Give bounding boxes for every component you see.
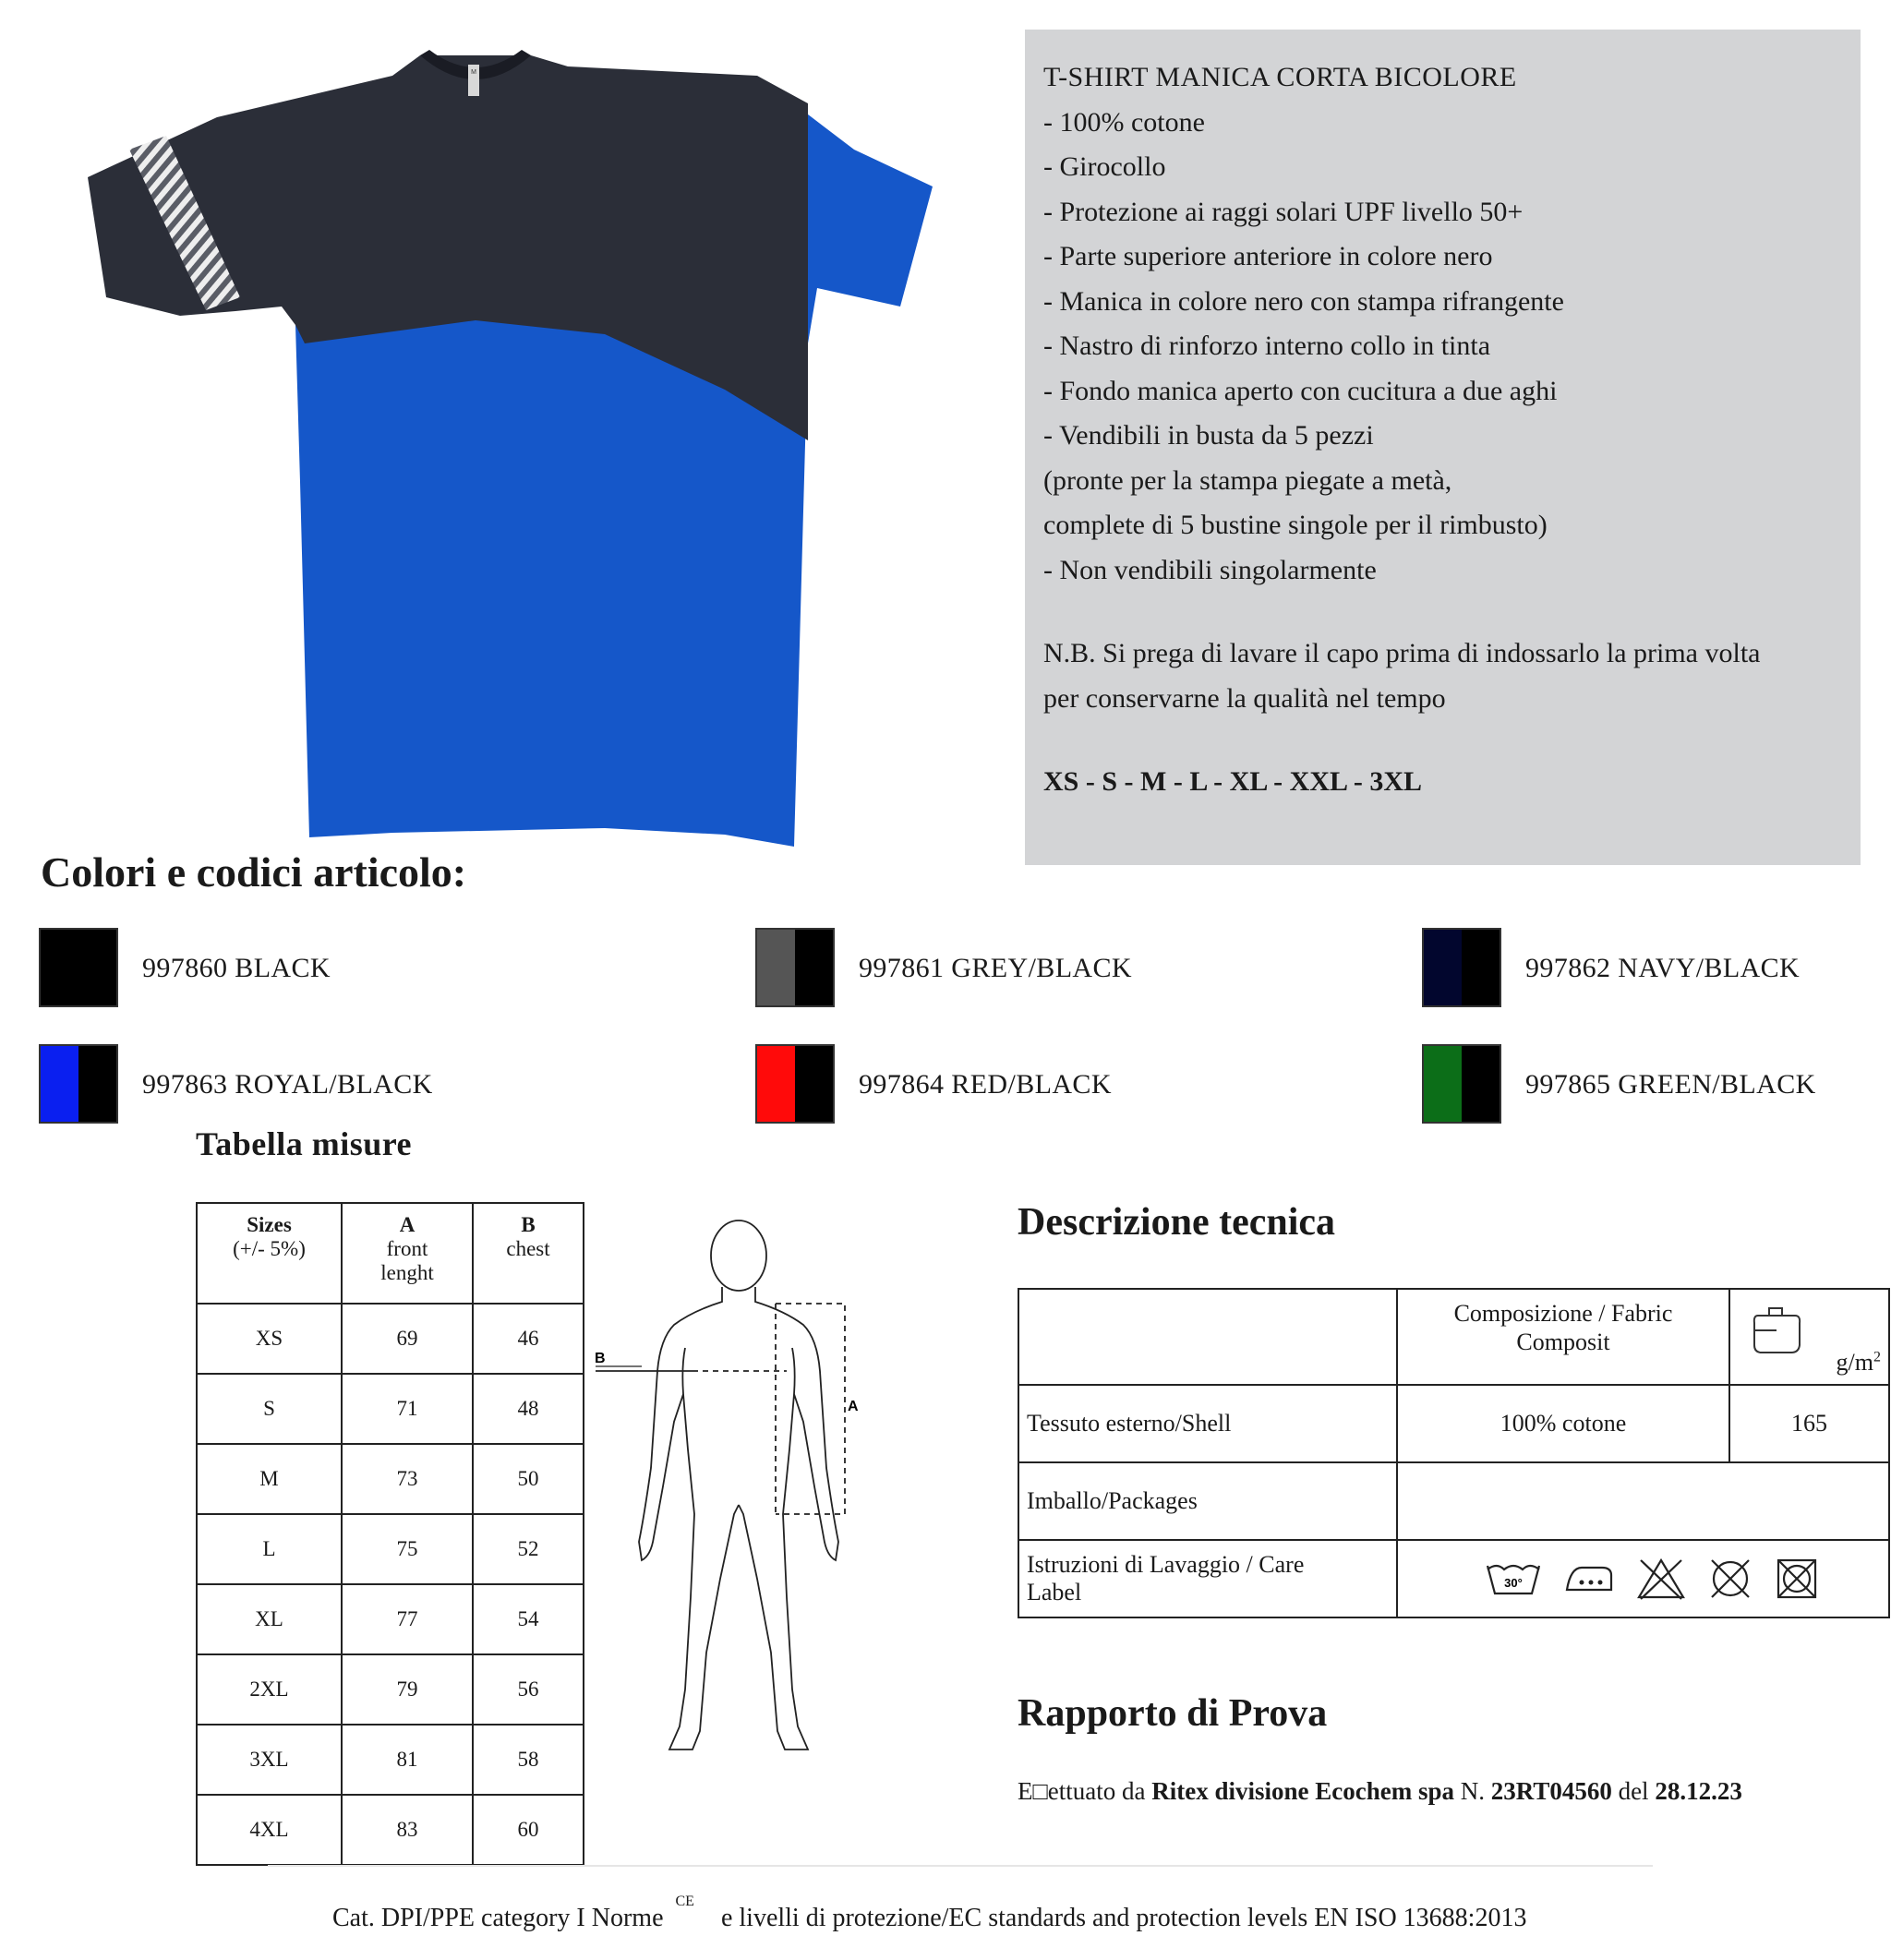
col-header-sizes-tolerance: (+/- 5%) (233, 1237, 306, 1260)
cell-b: 50 (473, 1444, 584, 1514)
washing-note (1043, 631, 1842, 721)
table-row (197, 1654, 584, 1725)
weight-header (1729, 1289, 1889, 1385)
measure-a-label: A (848, 1399, 859, 1414)
report-n-label: N. (1454, 1777, 1491, 1805)
description-panel (1025, 30, 1861, 865)
color-item (39, 928, 118, 1007)
cell-b: 48 (473, 1374, 584, 1444)
col-header-sizes (197, 1203, 342, 1304)
feature-line: - Girocollo (1043, 151, 1166, 182)
no-bleach-icon (1635, 1557, 1687, 1601)
color-swatch (39, 1044, 118, 1124)
svg-text:30°: 30° (1504, 1576, 1523, 1590)
color-item (755, 928, 835, 1007)
composition-header (1397, 1289, 1729, 1385)
cell-a: 83 (342, 1795, 473, 1865)
report-prefix: E□ettuato da (1018, 1777, 1152, 1805)
color-label: 997863 ROYAL/BLACK (142, 1069, 433, 1100)
iron-icon (1563, 1560, 1615, 1597)
weight-icon (1749, 1305, 1804, 1360)
feature-list (1043, 101, 1842, 594)
tech-table (1018, 1288, 1890, 1618)
cell-size: XS (197, 1304, 342, 1374)
tech-heading: Descrizione tecnica (1018, 1201, 1336, 1244)
feature-line: - Fondo manica aperto con cucitura a due aghi (1043, 375, 1558, 406)
color-label: 997865 GREEN/BLACK (1525, 1069, 1816, 1100)
color-item (1422, 928, 1501, 1007)
colors-heading: Colori e codici articolo: (41, 848, 467, 896)
cell-size: S (197, 1374, 342, 1444)
shell-composition: 100% cotone (1397, 1385, 1729, 1462)
cell-size: L (197, 1514, 342, 1584)
report-number: 23RT04560 (1490, 1777, 1612, 1805)
packages-label: Imballo/Packages (1018, 1462, 1397, 1540)
color-swatch (755, 928, 835, 1007)
feature-line: (pronte per la stampa piegate a metà, (1043, 464, 1452, 496)
care-label-line1: Istruzioni di Lavaggio / Care (1027, 1551, 1305, 1578)
color-item (1422, 1044, 1501, 1124)
cell-size: 2XL (197, 1654, 342, 1725)
figure-body (639, 1287, 838, 1750)
no-tumble-dry-icon (1707, 1556, 1753, 1602)
shell-label: Tessuto esterno/Shell (1018, 1385, 1397, 1462)
color-swatch (39, 928, 118, 1007)
washing-note-line-1: N.B. Si prega di lavare il capo prima di indossarlo la prima volta (1043, 638, 1761, 668)
color-label: 997860 BLACK (142, 953, 331, 983)
col-header-b (473, 1203, 584, 1304)
cell-a: 71 (342, 1374, 473, 1444)
table-row (197, 1304, 584, 1374)
feature-line: - Manica in colore nero con stampa rifrangente (1043, 285, 1564, 317)
color-label: 997862 NAVY/BLACK (1525, 953, 1801, 983)
wash-30-icon (1484, 1558, 1543, 1599)
col-header-a-letter: A (399, 1213, 416, 1236)
table-row (197, 1514, 584, 1584)
report-line (1018, 1777, 1742, 1806)
care-label (1018, 1540, 1397, 1617)
feature-line: - Protezione ai raggi solari UPF livello 50+ (1043, 196, 1524, 227)
color-swatch (1422, 928, 1501, 1007)
weight-unit: $g/m^2$ (1836, 1349, 1881, 1376)
color-item (755, 1044, 835, 1124)
col-header-a-sub1: front (386, 1237, 428, 1260)
figure-head (711, 1220, 766, 1291)
cell-a: 69 (342, 1304, 473, 1374)
report-date-label: del (1611, 1777, 1656, 1805)
color-item (39, 1044, 118, 1124)
cell-b: 56 (473, 1654, 584, 1725)
feature-line: - Vendibili in busta da 5 pezzi (1043, 420, 1374, 451)
cell-a: 75 (342, 1514, 473, 1584)
tech-header-empty (1018, 1289, 1397, 1385)
product-photo-tshirt (88, 20, 937, 851)
care-label-line2: Label (1027, 1579, 1082, 1605)
col-header-a (342, 1203, 473, 1304)
size-table (196, 1202, 584, 1866)
report-date: 28.12.23 (1655, 1777, 1742, 1805)
color-label: 997864 RED/BLACK (859, 1069, 1112, 1100)
tech-row-shell (1018, 1385, 1889, 1462)
color-swatch (755, 1044, 835, 1124)
footer-divider (268, 1865, 1653, 1867)
color-label: 997861 GREY/BLACK (859, 953, 1132, 983)
col-header-sizes-label: Sizes (247, 1213, 292, 1236)
col-header-b-letter: B (521, 1213, 536, 1236)
col-header-b-sub: chest (506, 1237, 550, 1260)
cell-b: 60 (473, 1795, 584, 1865)
cell-b: 46 (473, 1304, 584, 1374)
feature-line: complete di 5 bustine singole per il rimbusto) (1043, 510, 1548, 540)
cell-b: 58 (473, 1725, 584, 1795)
washing-note-line-2: per conservarne la qualità nel tempo (1043, 682, 1446, 714)
color-swatch (1422, 1044, 1501, 1124)
cell-a: 73 (342, 1444, 473, 1514)
footer-part2: e livelli di protezione/EC standards and protection levels EN ISO 13688:2013 (714, 1904, 1527, 1932)
table-row (197, 1584, 584, 1654)
ce-mark-icon: CE (675, 1894, 694, 1909)
feature-line: - Parte superiore anteriore in colore nero (1043, 241, 1493, 271)
available-sizes: XS - S - M - L - XL - XXL - 3XL (1043, 766, 1423, 797)
col-header-a-sub2: lenght (380, 1261, 434, 1284)
cell-a: 77 (342, 1584, 473, 1654)
footer-part1: Cat. DPI/PPE category I Norme (332, 1904, 670, 1932)
cell-a: 79 (342, 1654, 473, 1725)
product-title: T-SHIRT MANICA CORTA BICOLORE (1043, 62, 1517, 92)
packages-value (1397, 1462, 1889, 1540)
measure-b-label: B (595, 1351, 606, 1366)
tech-header-row (1018, 1289, 1889, 1385)
cell-size: 4XL (197, 1795, 342, 1865)
svg-text:M: M (471, 69, 476, 76)
cell-a: 81 (342, 1725, 473, 1795)
table-row (197, 1444, 584, 1514)
report-heading: Rapporto di Prova (1018, 1692, 1328, 1735)
feature-line: - 100% cotone (1043, 106, 1205, 138)
measurement-figure (595, 1209, 877, 1763)
no-dry-clean-icon (1774, 1556, 1820, 1602)
tech-row-packages (1018, 1462, 1889, 1540)
table-row (197, 1725, 584, 1795)
cell-size: M (197, 1444, 342, 1514)
cell-b: 54 (473, 1584, 584, 1654)
table-row (197, 1795, 584, 1865)
cell-b: 52 (473, 1514, 584, 1584)
feature-line: - Non vendibili singolarmente (1043, 554, 1377, 585)
feature-line: - Nastro di rinforzo interno collo in tinta (1043, 331, 1491, 361)
cell-size: XL (197, 1584, 342, 1654)
size-table-heading: Tabella misure (196, 1125, 413, 1162)
composition-header-line1: Composizione / Fabric (1453, 1300, 1673, 1327)
footer-standards (332, 1894, 1527, 1933)
table-row (197, 1374, 584, 1444)
composition-header-line2: Composit (1516, 1329, 1610, 1355)
shell-weight: 165 (1729, 1385, 1889, 1462)
care-icons (1397, 1540, 1889, 1617)
tech-row-care (1018, 1540, 1889, 1617)
cell-size: 3XL (197, 1725, 342, 1795)
report-lab: Ritex divisione Ecochem spa (1151, 1777, 1455, 1805)
